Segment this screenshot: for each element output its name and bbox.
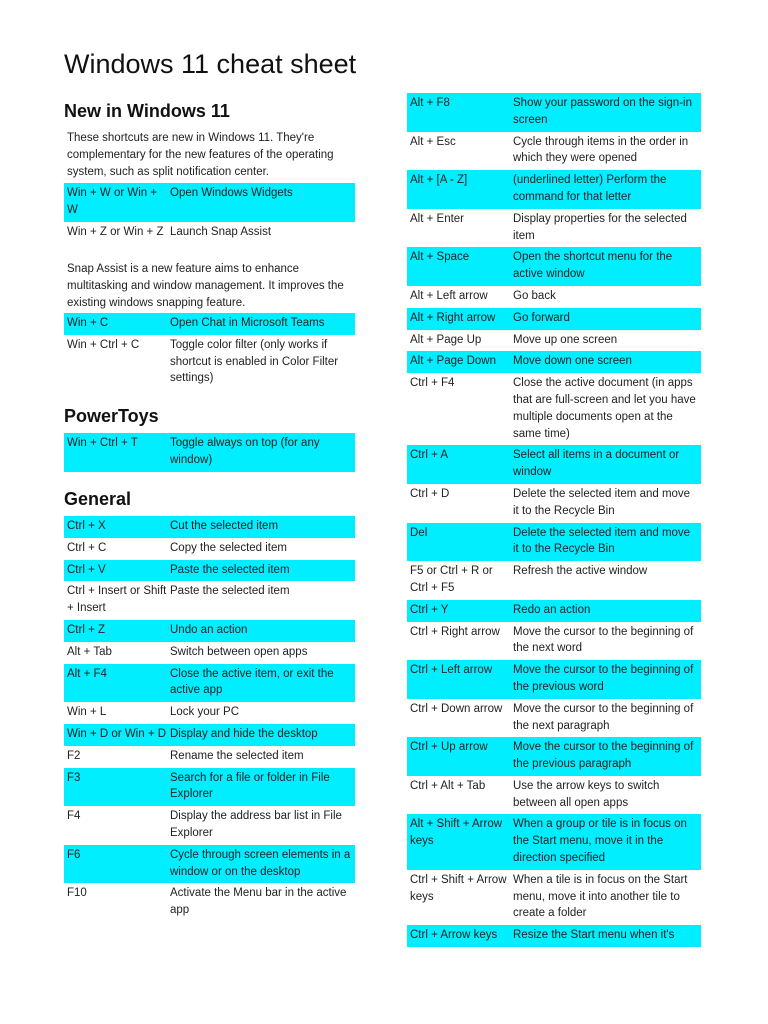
shortcut-key: F4 [67, 810, 81, 823]
shortcut-description: Search for a file or folder in File Explorer [170, 771, 330, 801]
shortcut-row [407, 523, 701, 562]
shortcut-row [407, 776, 701, 815]
shortcut-description: Cycle through screen elements in a window or on the desktop [170, 848, 351, 878]
shortcut-key: Win + Ctrl + C [67, 338, 140, 351]
shortcut-description: Paste the selected item [170, 585, 290, 598]
shortcut-key: Alt + Tab [67, 645, 112, 658]
intro-paragraph: These shortcuts are new in Windows 11. They're complementary for the new features of the operating system, such as split notification center. [67, 132, 334, 178]
shortcut-key: Ctrl + Up arrow [410, 741, 488, 754]
shortcut-key: Alt + F4 [67, 667, 107, 680]
shortcut-row [407, 925, 701, 947]
shortcut-row [407, 445, 701, 484]
shortcut-row [407, 286, 701, 308]
table-powertoys [64, 433, 355, 472]
shortcut-key: Ctrl + X [67, 520, 106, 532]
shortcut-key: Win + D or Win + D [67, 727, 167, 740]
shortcut-description: Open Chat in Microsoft Teams [170, 317, 325, 329]
shortcut-row [64, 222, 355, 244]
shortcut-key: Alt + Right arrow [410, 311, 496, 324]
shortcut-row [64, 620, 355, 642]
shortcut-row [407, 870, 701, 925]
shortcut-row [407, 351, 701, 373]
shortcut-row [64, 538, 355, 560]
shortcut-row [407, 247, 701, 286]
shortcut-key: Win + C [67, 317, 109, 329]
shortcut-key: Ctrl + Y [410, 603, 449, 616]
shortcut-key: Alt + Enter [410, 212, 465, 225]
shortcut-description: Toggle always on top (for any window) [170, 437, 320, 466]
shortcut-description: Paste the selected item [170, 563, 290, 576]
shortcut-description: Switch between open apps [170, 645, 308, 658]
shortcut-description: Show your password on the sign-in screen [513, 97, 692, 126]
shortcut-row [407, 622, 701, 661]
shortcut-row [64, 642, 355, 664]
shortcut-description: Open Windows Widgets [170, 187, 293, 199]
shortcut-key: Ctrl + Down arrow [410, 702, 503, 715]
shortcut-description: Close the active item, or exit the active app [170, 667, 334, 697]
shortcut-row [64, 581, 355, 620]
shortcut-key: Ctrl + V [67, 563, 106, 576]
shortcut-description: Move up one screen [513, 333, 618, 346]
shortcut-description: Redo an action [513, 603, 591, 616]
shortcut-row [407, 93, 701, 132]
shortcut-row [64, 516, 355, 538]
shortcut-key: Alt + F8 [410, 97, 450, 109]
section-heading-general: General [64, 489, 132, 509]
shortcut-description: Close the active document (in apps that are full-screen and let you have multiple documents open at the same time) [513, 377, 696, 440]
shortcut-description: Move the cursor to the beginning of the next paragraph [513, 702, 694, 732]
shortcut-row [407, 170, 701, 209]
shortcut-row [407, 737, 701, 776]
shortcut-description: Use the arrow keys to switch between all open apps [513, 779, 660, 809]
shortcut-key: F3 [67, 771, 81, 784]
shortcut-key: Ctrl + D [410, 487, 450, 500]
shortcut-row [407, 484, 701, 523]
shortcut-row [64, 768, 355, 807]
shortcut-key: Ctrl + Z [67, 623, 106, 636]
shortcut-key: Alt + Left arrow [410, 289, 488, 302]
shortcut-row [64, 335, 355, 390]
shortcut-row [407, 209, 701, 248]
shortcut-key: Ctrl + Left arrow [410, 664, 493, 677]
table-general [64, 516, 355, 922]
shortcut-description: Delete the selected item and move it to the Recycle Bin [513, 487, 691, 517]
shortcut-description: Rename the selected item [170, 749, 304, 762]
shortcut-row [407, 660, 701, 699]
shortcut-description: Copy the selected item [170, 541, 287, 554]
shortcut-description: Toggle color filter (only works if shortcut is enabled in Color Filter settings) [170, 338, 339, 385]
shortcut-description: Move the cursor to the beginning of the next word [513, 625, 694, 655]
shortcut-row [64, 560, 355, 582]
shortcut-row [407, 373, 701, 445]
shortcut-description: Delete the selected item and move it to the Recycle Bin [513, 526, 691, 556]
shortcut-description: Display properties for the selected item [513, 212, 687, 242]
shortcut-key: F10 [67, 887, 87, 900]
shortcut-key: Ctrl + Arrow keys [410, 929, 498, 942]
shortcut-description: When a tile is in focus on the Start menu, move it into another tile to create a folder [513, 873, 688, 920]
shortcut-row [407, 132, 701, 171]
shortcut-description: Resize the Start menu when it's [513, 929, 675, 942]
shortcut-row [407, 814, 701, 869]
shortcut-row [407, 308, 701, 330]
shortcut-key: Win + Z or Win + Z [67, 225, 164, 238]
shortcut-key: Ctrl + Shift + Arrow keys [410, 873, 507, 903]
shortcut-key: Ctrl + Alt + Tab [410, 779, 486, 792]
shortcut-description: Refresh the active window [513, 565, 648, 578]
shortcut-row [64, 724, 355, 746]
shortcut-key: Win + W or Win + W [67, 187, 158, 216]
shortcut-row [64, 883, 355, 922]
shortcut-description: Display the address bar list in File Explorer [170, 810, 342, 839]
shortcut-key: Del [410, 526, 428, 539]
snap-assist-note: Snap Assist is a new feature aims to enhance multitasking and window management. It improves the existing windows snapping feature. [67, 263, 344, 309]
shortcut-row [407, 699, 701, 738]
page-title: Windows 11 cheat sheet [64, 49, 357, 79]
shortcut-description: Undo an action [170, 623, 248, 636]
shortcut-key: Alt + Esc [410, 135, 456, 148]
shortcut-key: Alt + Shift + Arrow keys [410, 818, 503, 848]
shortcut-row [407, 561, 701, 600]
shortcut-row [64, 433, 355, 472]
shortcut-key: Win + Ctrl + T [67, 437, 138, 449]
shortcut-row [64, 746, 355, 768]
section-heading-new: New in Windows 11 [64, 101, 230, 121]
shortcut-row [407, 330, 701, 352]
shortcut-description: When a group or tile is in focus on the Start menu, move it in the direction specified [513, 818, 687, 865]
shortcut-key: Alt + Page Up [410, 333, 482, 346]
shortcut-row [64, 183, 355, 222]
shortcut-key: Alt + Space [410, 251, 470, 264]
shortcut-key: Ctrl + A [410, 449, 449, 462]
shortcut-description: Select all items in a document or window [513, 449, 680, 479]
shortcut-key: F6 [67, 848, 81, 861]
table-right [407, 93, 701, 947]
shortcut-description: Open the shortcut menu for the active window [513, 251, 673, 281]
shortcut-key: Ctrl + C [67, 541, 107, 554]
shortcut-key: Win + L [67, 706, 107, 719]
table-new-a [64, 183, 355, 243]
shortcut-description: Move the cursor to the beginning of the previous paragraph [513, 741, 694, 771]
shortcut-row [64, 664, 355, 703]
shortcut-key: Ctrl + Insert or Shift + Insert [67, 585, 167, 615]
shortcut-description: Display and hide the desktop [170, 727, 318, 740]
shortcut-key: Ctrl + Right arrow [410, 625, 500, 638]
shortcut-key: F5 or Ctrl + R or Ctrl + F5 [410, 565, 493, 594]
shortcut-description: Lock your PC [170, 706, 240, 719]
table-new-b [64, 313, 355, 390]
shortcut-description: Move the cursor to the beginning of the previous word [513, 664, 694, 693]
shortcut-description: Move down one screen [513, 355, 632, 368]
shortcut-description: Launch Snap Assist [170, 225, 272, 238]
shortcut-row [64, 702, 355, 724]
shortcut-row [407, 600, 701, 622]
shortcut-description: Activate the Menu bar in the active app [170, 887, 347, 917]
shortcut-key: Ctrl + F4 [410, 377, 455, 390]
shortcut-row [64, 806, 355, 845]
shortcut-row [64, 845, 355, 884]
shortcut-description: Cycle through items in the order in which they were opened [513, 135, 689, 165]
shortcut-key: Alt + Page Down [410, 355, 496, 368]
shortcut-key: F2 [67, 749, 81, 762]
shortcut-key: Alt + [A - Z] [410, 174, 468, 187]
shortcut-description: Cut the selected item [170, 520, 279, 532]
shortcut-description: Go forward [513, 311, 570, 324]
section-heading-powertoys: PowerToys [64, 406, 159, 426]
shortcut-description: Go back [513, 289, 556, 302]
shortcut-row [64, 313, 355, 335]
shortcut-description: (underlined letter) Perform the command for that letter [513, 174, 667, 203]
